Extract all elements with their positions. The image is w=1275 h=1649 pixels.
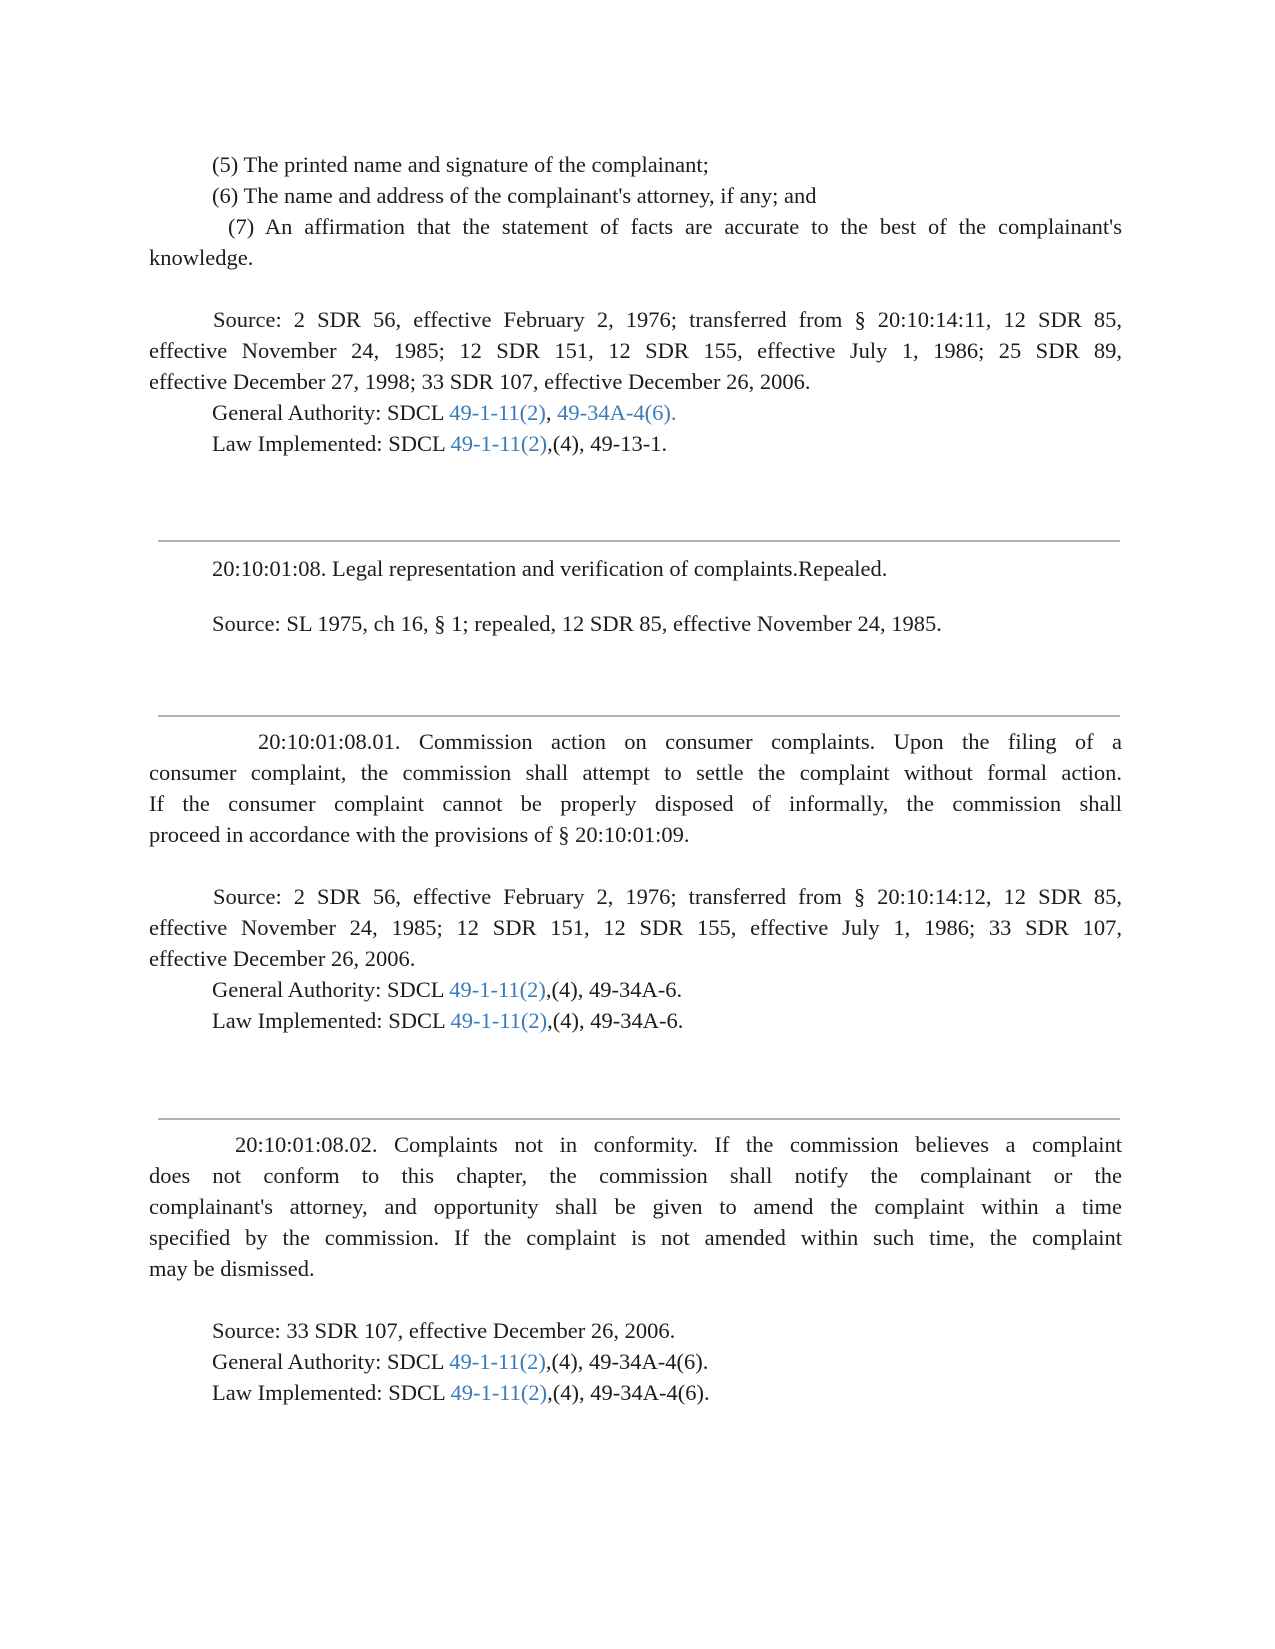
section-heading-20-10-01-08: 20:10:01:08. Legal representation and verification of complaints.Repealed.	[212, 556, 888, 581]
section-body-08-01: If the consumer complaint cannot be properly disposed of informally, the commission shall	[149, 791, 1122, 816]
source-line: effective November 24, 1985; 12 SDR 151, 12 SDR 155, effective July 1, 1986; 25 SDR 89,	[149, 338, 1122, 363]
sdcl-link-49-1-11-2[interactable]: 49-1-11(2)	[450, 1380, 548, 1405]
general-authority: General Authority: SDCL 49-1-11(2),(4), 49-34A-4(6).	[212, 1349, 709, 1374]
section-body-08-02: 20:10:01:08.02. Complaints not in conformity. If the commission believes a complaint	[235, 1132, 1122, 1157]
source-line: effective December 27, 1998; 33 SDR 107, effective December 26, 2006.	[149, 369, 811, 394]
section-divider	[158, 715, 1120, 717]
sdcl-link-49-34a-4-6[interactable]: 49-34A-4(6).	[557, 400, 677, 425]
sdcl-link-49-1-11-2[interactable]: 49-1-11(2)	[450, 1008, 548, 1033]
law-implemented: Law Implemented: SDCL 49-1-11(2),(4), 49-34A-6.	[212, 1008, 684, 1033]
section-body-08-02: specified by the commission. If the complaint is not amended within such time, the complaint	[149, 1225, 1122, 1250]
sdcl-link-49-1-11-2[interactable]: 49-1-11(2)	[449, 400, 546, 425]
section-body-08-02: complainant's attorney, and opportunity shall be given to amend the complaint within a time	[149, 1194, 1122, 1219]
sdcl-link-49-1-11-2[interactable]: 49-1-11(2)	[450, 431, 548, 456]
source-line: Source: 33 SDR 107, effective December 26, 2006.	[212, 1318, 676, 1343]
section-divider	[158, 1118, 1120, 1120]
list-item-7: (7) An affirmation that the statement of facts are accurate to the best of the complainant's	[228, 214, 1122, 239]
law-implemented: Law Implemented: SDCL 49-1-11(2),(4), 49-34A-4(6).	[212, 1380, 710, 1405]
section-body-08-02: may be dismissed.	[149, 1256, 315, 1281]
source-line: Source: 2 SDR 56, effective February 2, 1976; transferred from § 20:10:14:11, 12 SDR 85,	[213, 307, 1122, 332]
source-line: Source: 2 SDR 56, effective February 2, 1976; transferred from § 20:10:14:12, 12 SDR 85,	[213, 884, 1122, 909]
source-line: effective November 24, 1985; 12 SDR 151, 12 SDR 155, effective July 1, 1986; 33 SDR 107,	[149, 915, 1122, 940]
general-authority: General Authority: SDCL 49-1-11(2),(4), 49-34A-6.	[212, 977, 683, 1002]
general-authority: General Authority: SDCL 49-1-11(2), 49-34A-4(6).	[212, 400, 677, 425]
law-implemented: Law Implemented: SDCL 49-1-11(2),(4), 49-13-1.	[212, 431, 668, 456]
list-item-6: (6) The name and address of the complainant's attorney, if any; and	[212, 183, 817, 208]
sdcl-link-49-1-11-2[interactable]: 49-1-11(2)	[449, 977, 546, 1002]
list-item-7-continuation: knowledge.	[149, 245, 254, 270]
source-line: effective December 26, 2006.	[149, 946, 416, 971]
sdcl-link-49-1-11-2[interactable]: 49-1-11(2)	[449, 1349, 546, 1374]
section-body-08-02: does not conform to this chapter, the commission shall notify the complainant or the	[149, 1163, 1122, 1188]
section-body-08-01: proceed in accordance with the provisions of § 20:10:01:09.	[149, 822, 690, 847]
section-divider	[158, 540, 1120, 542]
source-line: Source: SL 1975, ch 16, § 1; repealed, 12 SDR 85, effective November 24, 1985.	[212, 611, 942, 636]
section-body-08-01: consumer complaint, the commission shall attempt to settle the complaint without formal action.	[149, 760, 1122, 785]
section-body-08-01: 20:10:01:08.01. Commission action on consumer complaints. Upon the filing of a	[258, 729, 1122, 754]
list-item-5: (5) The printed name and signature of the complainant;	[212, 152, 709, 177]
